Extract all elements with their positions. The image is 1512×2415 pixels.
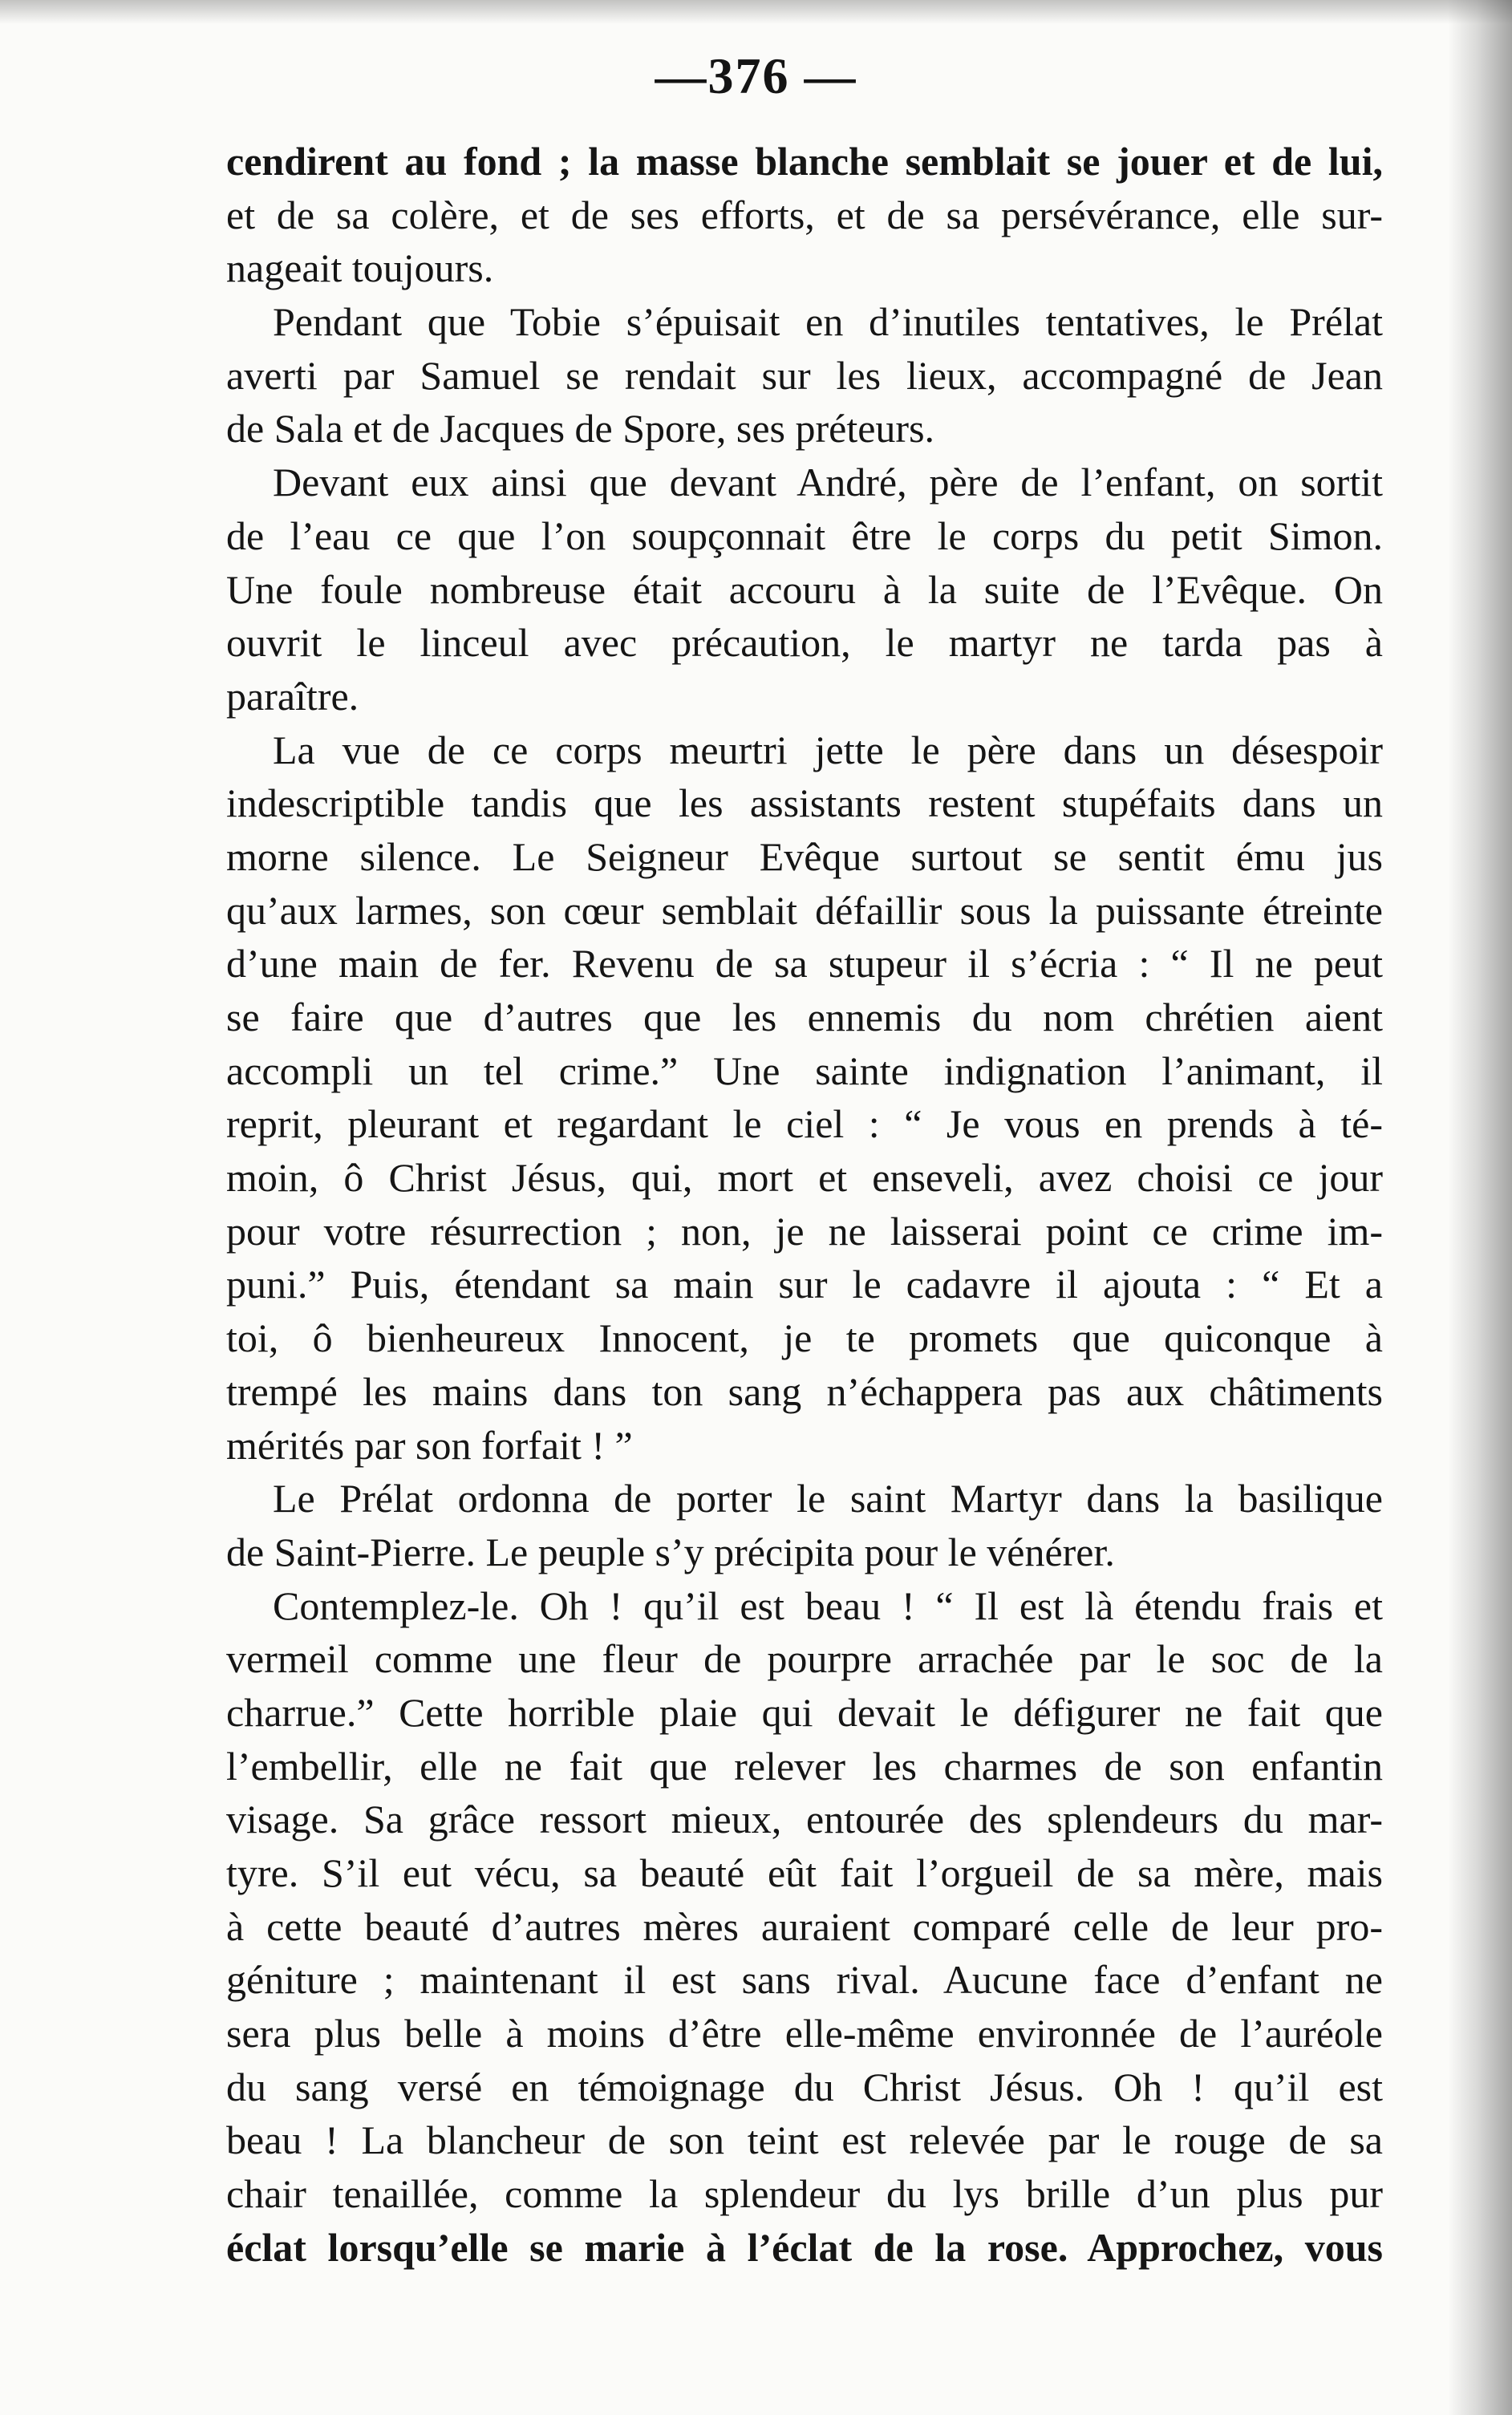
text-line: mérités par son forfait ! ” [226, 1422, 633, 1468]
text-line: nageait toujours. [226, 245, 494, 291]
text-line: l’embellir, elle ne fait que relever les charmes de son enfantin [226, 1743, 1383, 1789]
page-top-shadow [0, 0, 1512, 24]
page-number: —376 — [655, 47, 857, 104]
text-line: indescriptible tandis que les assistants restent stupéfaits dans un [226, 780, 1383, 826]
text-line: beau ! La blancheur de son teint est relevée par le rouge de sa [226, 2117, 1383, 2163]
text-line: vermeil comme une fleur de pourpre arrachée par le soc de la [226, 1636, 1383, 1682]
text-line: tyre. S’il eut vécu, sa beauté eût fait l’orgueil de sa mère, mais [226, 1850, 1383, 1895]
text-line: charrue.” Cette horrible plaie qui devait le défigurer ne fait que [226, 1689, 1383, 1735]
text-line: du sang versé en témoignage du Christ Jésus. Oh ! qu’il est [226, 2064, 1383, 2109]
text-line: Une foule nombreuse était accouru à la suite de l’Evêque. On [226, 566, 1383, 612]
text-line: Le Prélat ordonna de porter le saint Martyr dans la basilique [273, 1476, 1383, 1522]
text-line: toi, ô bienheureux Innocent, je te promets que quiconque à [226, 1315, 1383, 1361]
text-line: trempé les mains dans ton sang n’échappera pas aux châtiments [226, 1368, 1383, 1414]
text-line: cendirent au fond ; la masse blanche semblait se jouer et de lui, [226, 139, 1383, 184]
text-line: puni.” Puis, étendant sa main sur le cadavre il ajouta : “ Et a [226, 1262, 1383, 1307]
text-line: chair tenaillée, comme la splendeur du lys brille d’un plus pur [226, 2171, 1383, 2217]
text-line: à cette beauté d’autres mères auraient comparé celle de leur pro- [226, 1903, 1383, 1949]
text-line: reprit, pleurant et regardant le ciel : “ Je vous en prends à té- [226, 1101, 1383, 1147]
text-line: ouvrit le linceul avec précaution, le martyr ne tarda pas à [226, 620, 1383, 666]
text-line: de Sala et de Jacques de Spore, ses préteurs. [226, 406, 935, 452]
text-line: géniture ; maintenant il est sans rival. Aucune face d’enfant ne [226, 1957, 1383, 2003]
text-line: se faire que d’autres que les ennemis du nom chrétien aient [226, 995, 1383, 1039]
text-line: qu’aux larmes, son cœur semblait défaillir sous la puissante étreinte [226, 887, 1383, 933]
text-line: et de sa colère, et de ses efforts, et de sa persévérance, elle sur- [226, 192, 1383, 237]
text-line: morne silence. Le Seigneur Evêque surtout se sentit ému jus [226, 833, 1383, 879]
text-line: averti par Samuel se rendait sur les lieux, accompagné de Jean [226, 352, 1383, 398]
page-binding-shadow [1448, 0, 1512, 2415]
text-line: d’une main de fer. Revenu de sa stupeur il s’écria : “ Il ne peut [226, 941, 1383, 987]
text-line: La vue de ce corps meurtri jette le père dans un désespoir [273, 727, 1383, 772]
text-line: sera plus belle à moins d’être elle-même environnée de l’auréole [226, 2011, 1383, 2056]
text-line: de Saint-Pierre. Le peuple s’y précipita pour le vénérer. [226, 1529, 1115, 1574]
text-line: Contemplez-le. Oh ! qu’il est beau ! “ Il est là étendu frais et [273, 1582, 1383, 1628]
text-line: paraître. [226, 673, 359, 719]
body-text [226, 135, 1383, 2275]
text-line: Pendant que Tobie s’épuisait en d’inutiles tentatives, le Prélat [273, 299, 1383, 345]
text-line: pour votre résurrection ; non, je ne laisserai point ce crime im- [226, 1208, 1383, 1254]
text-line: moin, ô Christ Jésus, qui, mort et enseveli, avez choisi ce jour [226, 1155, 1383, 1201]
text-line: Devant eux ainsi que devant André, père de l’enfant, on sortit [273, 460, 1383, 505]
text-line: éclat lorsqu’elle se marie à l’éclat de la rose. Approchez, vous [226, 2224, 1383, 2270]
text-line: de l’eau ce que l’on soupçonnait être le corps du petit Simon. [226, 513, 1383, 558]
text-line: accompli un tel crime.” Une sainte indignation l’animant, il [226, 1047, 1383, 1093]
text-line: visage. Sa grâce ressort mieux, entourée des splendeurs du mar- [226, 1797, 1383, 1842]
